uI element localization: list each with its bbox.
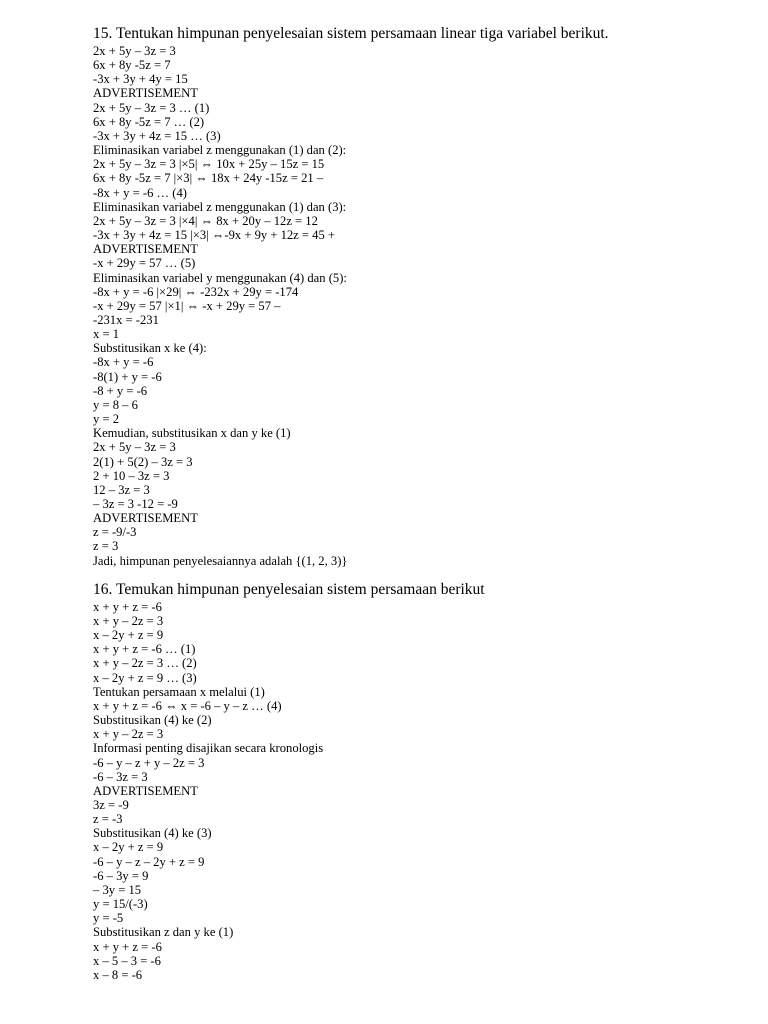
text-line: -8x + y = -6 — [93, 355, 154, 370]
text-line: -3x + 3y + 4y = 15 — [93, 72, 188, 87]
text-line: – 3z = 3 -12 = -9 — [93, 497, 178, 511]
text-line: x + y + z = -6 — [93, 599, 162, 614]
solution-conclusion: Jadi, himpunan penyelesaiannya adalah {(1, 2, 3)} — [93, 553, 348, 568]
text-line: -8(1) + y = -6 — [93, 369, 162, 384]
problem-16 — [93, 580, 753, 982]
text-line: -x + 29y = 57 |×1| ⇔ -x + 29y = 57 – — [93, 298, 281, 313]
text-line: x – 2y + z = 9 … (3) — [93, 670, 197, 685]
text-line: y = 15/(-3) — [93, 897, 148, 912]
text-line: x + y + z = -6 ⇔ x = -6 – y – z … (4) — [93, 698, 282, 713]
text-line: x – 5 – 3 = -6 — [93, 953, 161, 968]
text-line: z = 3 — [93, 539, 119, 554]
text-line: 6x + 8y -5z = 7 … (2) — [93, 114, 205, 129]
text-line: -6 – y – z + y – 2z = 3 — [93, 755, 205, 770]
problem-16-title: 16. Temukan himpunan penyelesaian sistem persamaan berikut — [93, 580, 485, 598]
text-line: -x + 29y = 57 … (5) — [93, 256, 196, 271]
text-line: -6 – y – z – 2y + z = 9 — [93, 854, 205, 869]
text-line: 2x + 5y – 3z = 3 — [93, 440, 176, 455]
document-page — [93, 24, 753, 982]
text-line: Eliminasikan variabel y menggunakan (4) dan (5): — [93, 270, 347, 285]
text-line: – 3y = 15 — [93, 882, 142, 897]
text-line: 2x + 5y – 3z = 3 … (1) — [93, 100, 210, 115]
text-line: y = -5 — [93, 911, 124, 926]
text-line: -8x + y = -6 |×29| ⇔ -232x + 29y = -174 — [93, 284, 299, 299]
text-line: x – 8 = -6 — [93, 967, 143, 982]
text-line: x – 2y + z = 9 — [93, 628, 164, 643]
problem-15 — [93, 24, 753, 568]
text-line: z = -9/-3 — [93, 525, 137, 540]
text-line: x + y – 2z = 3 — [93, 613, 164, 628]
advertisement-label: ADVERTISEMENT — [93, 783, 198, 798]
advertisement-label: ADVERTISEMENT — [93, 86, 198, 101]
text-line: x – 2y + z = 9 — [93, 840, 164, 855]
text-line: z = -3 — [93, 812, 123, 827]
text-line: x + y – 2z = 3 — [93, 727, 164, 742]
text-line: Substitusikan z dan y ke (1) — [93, 925, 234, 940]
text-line: 2x + 5y – 3z = 3 |×5| ⇔ 10x + 25y – 15z = 15 — [93, 157, 325, 172]
text-line: y = 2 — [93, 412, 119, 427]
problem-16-body — [93, 600, 753, 982]
advertisement-label: ADVERTISEMENT — [93, 242, 198, 257]
text-line: 6x + 8y -5z = 7 — [93, 58, 171, 73]
text-line: y = 8 – 6 — [93, 397, 138, 412]
text-line: x + y + z = -6 — [93, 939, 162, 954]
section-gap — [93, 568, 753, 580]
text-line: Substitusikan x ke (4): — [93, 341, 207, 356]
text-line: 3z = -9 — [93, 797, 129, 812]
text-line: x + y + z = -6 … (1) — [93, 642, 196, 657]
text-line: Informasi penting disajikan secara kronologis — [93, 741, 324, 756]
text-line: Substitusikan (4) ke (3) — [93, 826, 212, 841]
text-line: Tentukan persamaan x melalui (1) — [93, 684, 265, 699]
text-line: Substitusikan (4) ke (2) — [93, 713, 212, 728]
text-line: Eliminasikan variabel z menggunakan (1) dan (3): — [93, 199, 347, 214]
text-line: -6 – 3y = 9 — [93, 868, 149, 883]
text-line: -8x + y = -6 … (4) — [93, 185, 187, 200]
text-line: Eliminasikan variabel z menggunakan (1) dan (2): — [93, 143, 347, 158]
text-line: -231x = -231 — [93, 312, 159, 327]
advertisement-label: ADVERTISEMENT — [93, 511, 198, 526]
text-line: x + y – 2z = 3 … (2) — [93, 656, 197, 671]
text-line: 2 + 10 – 3z = 3 — [93, 468, 170, 483]
text-line: -6 – 3z = 3 — [93, 769, 148, 784]
text-line: x = 1 — [93, 327, 119, 342]
text-line: 12 – 3z = 3 — [93, 482, 150, 497]
text-line: -3x + 3y + 4z = 15 |×3| ⇔-9x + 9y + 12z = 45 + — [93, 228, 335, 243]
text-line: 2(1) + 5(2) – 3z = 3 — [93, 454, 193, 469]
text-line: 6x + 8y -5z = 7 |×3| ⇔ 18x + 24y -15z = 21 – — [93, 171, 324, 186]
problem-15-title: 15. Tentukan himpunan penyelesaian sistem persamaan linear tiga variabel berikut. — [93, 25, 609, 42]
text-line: -3x + 3y + 4z = 15 … (3) — [93, 128, 221, 143]
text-line: -8 + y = -6 — [93, 383, 148, 398]
problem-15-body — [93, 44, 753, 568]
text-line: Kemudian, substitusikan x dan y ke (1) — [93, 426, 291, 441]
text-line: 2x + 5y – 3z = 3 |×4| ⇔ 8x + 20y – 12z = 12 — [93, 213, 318, 228]
text-line: 2x + 5y – 3z = 3 — [93, 44, 176, 58]
